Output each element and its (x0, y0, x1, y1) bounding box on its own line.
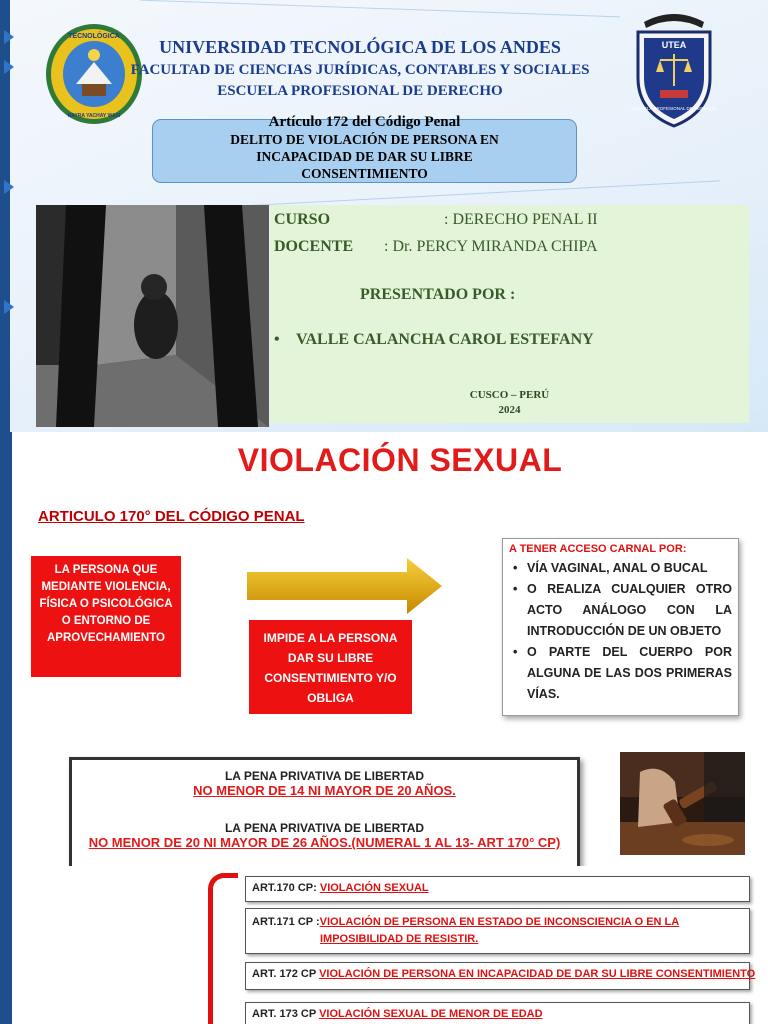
decorative-side-strip (0, 432, 12, 866)
bullet-icon: • (513, 582, 518, 596)
school-name: ESCUELA PROFESIONAL DE DERECHO (217, 83, 503, 99)
decorative-arrow-icon (4, 300, 14, 314)
article-code: ART. 173 CP (252, 1008, 320, 1020)
article-description-continued: IMPOSIBILIDAD DE RESISTIR. (320, 933, 479, 945)
article-code: ART.171 CP : (252, 916, 320, 928)
student-name: VALLE CALANCHA CAROL ESTEFANY (296, 331, 594, 348)
teacher-label: DOCENTE (274, 238, 354, 255)
access-list-item (509, 642, 732, 705)
logo-right-banner: ESCUELA PROFESIONAL DE DERECHO (631, 106, 717, 111)
article-title: Artículo 172 del Código Penal (268, 114, 461, 130)
teacher-value: : Dr. PERCY MIRANDA CHIPA (384, 238, 598, 255)
penalty-label: LA PENA PRIVATIVA DE LIBERTAD (224, 769, 425, 783)
logo-left-text-bottom: NAYRA YACHAY WASI (67, 113, 121, 119)
penalty-label: LA PENA PRIVATIVA DE LIBERTAD (224, 821, 425, 835)
bullet-icon: • (274, 331, 280, 348)
bullet-icon: • (513, 645, 518, 659)
presentation-info-panel (270, 205, 749, 423)
access-item-text: O PARTE DEL CUERPO POR ALGUNA DE LAS DOS PRIMERAS VÍAS. (527, 645, 732, 701)
red-bracket-connector (208, 873, 238, 1024)
year: 2024 (498, 404, 521, 416)
decorative-side-strip (0, 866, 12, 1024)
university-name: UNIVERSIDAD TECNOLÓGICA DE LOS ANDES (159, 37, 561, 57)
topic-title-line: INCAPACIDAD DE DAR SU LIBRE (256, 149, 473, 164)
article-box (245, 962, 756, 990)
teacher-row (274, 238, 598, 256)
course-row (274, 211, 598, 229)
presented-by-label: PRESENTADO POR : (360, 286, 516, 303)
logo-left-text-top: TECNOLÓGICA (68, 33, 120, 40)
access-item-text: O REALIZA CUALQUIER OTRO ACTO ANÁLOGO CON LA INTRODUCCIÓN DE UN OBJETO (527, 582, 732, 638)
perpetrator-condition-box: LA PERSONA QUE MEDIANTE VIOLENCIA, FÍSICA O PSICOLÓGICA O ENTORNO DE APROVECHAMIENTO (31, 556, 181, 677)
article-box (245, 876, 750, 902)
student-name-row (274, 331, 594, 349)
article-description: VIOLACIÓN SEXUAL (319, 882, 429, 894)
article-heading: ARTICULO 170° DEL CÓDIGO PENAL (38, 508, 305, 525)
decorative-line (140, 0, 620, 17)
articles-slide (0, 866, 768, 1024)
article-box (245, 1002, 750, 1024)
logo-right-acronym: UTEA (661, 40, 687, 50)
carnal-access-box (502, 538, 739, 716)
topic-title-line: CONSENTIMIENTO (301, 166, 428, 181)
location: CUSCO – PERÚ (469, 389, 550, 401)
article-code: ART.170 CP: (252, 882, 320, 894)
presentation-title-box (152, 114, 577, 183)
course-value: : DERECHO PENAL II (444, 211, 598, 228)
course-label: CURSO (274, 211, 331, 228)
faculty-name: FACULTAD DE CIENCIAS JURÍDICAS, CONTABLES Y SOCIALES (130, 62, 590, 78)
article-description: VIOLACIÓN DE PERSONA EN INCAPACIDAD DE DAR SU LIBRE CONSENTIMIENTO (319, 968, 756, 980)
topic-title-line: DELITO DE VIOLACIÓN DE PERSONA EN (230, 132, 499, 147)
article-code: ART. 172 CP (252, 968, 320, 980)
decorative-arrow-icon (4, 180, 14, 194)
bullet-icon: • (513, 561, 518, 575)
penalty-box (69, 757, 580, 866)
access-list-item (509, 558, 732, 579)
access-item-text: VÍA VAGINAL, ANAL O BUCAL (527, 561, 708, 575)
cover-photo (36, 205, 269, 427)
article-box (245, 908, 750, 954)
decorative-arrow-icon (4, 30, 14, 44)
article-description: VIOLACIÓN SEXUAL DE MENOR DE EDAD (319, 1008, 543, 1020)
penalty-range: NO MENOR DE 20 NI MAYOR DE 26 AÑOS.(NUMERAL 1 AL 13- ART 170° CP) (88, 835, 561, 850)
penalty-range: NO MENOR DE 14 NI MAYOR DE 20 AÑOS. (193, 783, 456, 798)
title-slide (0, 0, 768, 432)
slide-title: VIOLACIÓN SEXUAL (237, 442, 563, 478)
access-heading: A TENER ACCESO CARNAL POR: (509, 543, 687, 555)
gavel-photo (620, 752, 745, 855)
access-list-item (509, 579, 732, 642)
decorative-arrow-icon (4, 60, 14, 74)
violacion-sexual-slide (0, 432, 768, 866)
consent-impediment-box: IMPIDE A LA PERSONA DAR SU LIBRE CONSENTIMIENTO Y/O OBLIGA (249, 620, 412, 714)
article-description: VIOLACIÓN DE PERSONA EN ESTADO DE INCONSCIENCIA O EN LA (319, 916, 680, 928)
right-arrow-icon (247, 558, 442, 614)
